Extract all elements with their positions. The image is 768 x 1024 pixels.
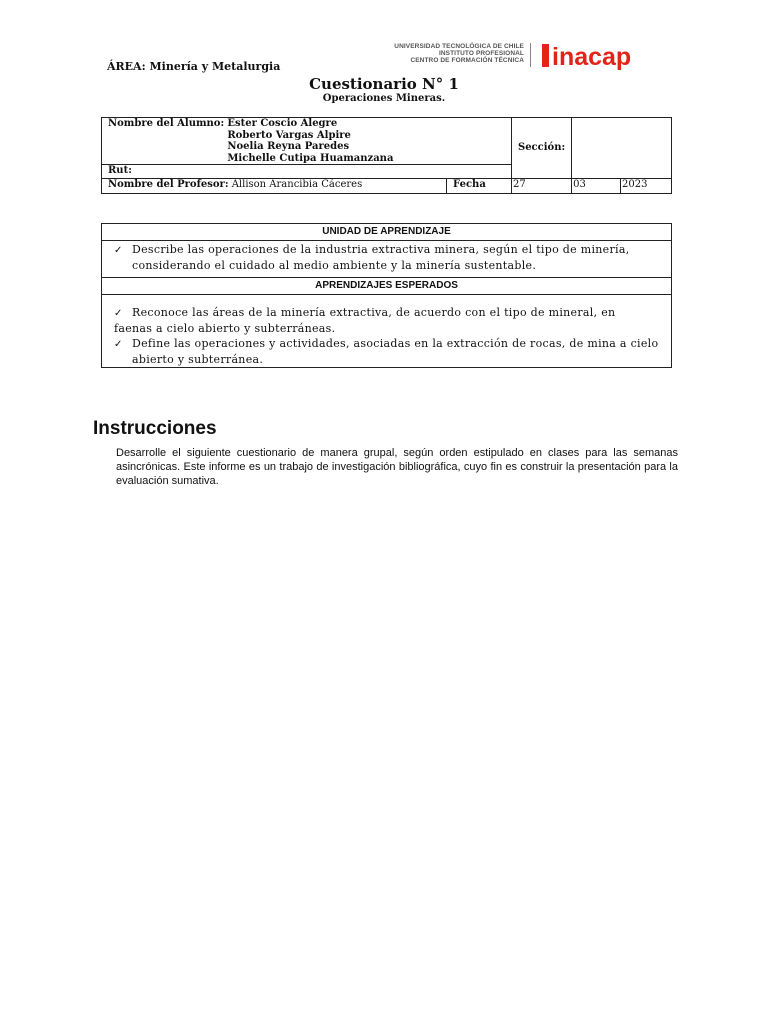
aprendizajes-list [102,295,672,368]
profesor-label: Nombre del Profesor: [108,179,229,190]
logo-divider [530,43,531,67]
aprendizaje-item [114,305,671,321]
student-info-table [101,117,672,194]
fecha-dia: 27 [511,179,571,194]
aprendizaje-item [114,336,671,367]
learning-table [101,223,672,368]
checkmark-icon: ✓ [114,308,123,319]
unidad-item-text: Describe las operaciones de la industria extractiva minera, según el tipo de minería, considerando el cuidado al medio ambiente y la minería sustentable. [132,243,630,272]
logo-mark [542,44,549,67]
aprendizaje-item-text: Define las operaciones y actividades, asociadas en la extracción de rocas, de mina a cielo abierto y subterránea. [132,337,659,366]
fecha-anio: 2023 [621,179,672,194]
alumno-name: Roberto Vargas Alpire [227,129,351,141]
aprendizaje-item-continuation: faenas a cielo abierto y subterráneas. [114,322,336,335]
page-subtitle: Operaciones Mineras. [322,93,446,104]
institution-line: CENTRO DE FORMACIÓN TÉCNICA [410,57,524,64]
fecha-label: Fecha [447,179,512,194]
institution-line: INSTITUTO PROFESIONAL [438,50,524,57]
aprendizajes-header: APRENDIZAJES ESPERADOS [102,278,672,295]
alumno-list [227,118,393,164]
page-title: Cuestionario N° 1 [309,75,459,93]
alumno-name: Michelle Cutipa Huamanzana [227,152,394,164]
logo-wordmark: inacap [552,43,632,70]
profesor-cell [102,179,447,194]
unidad-item [102,241,672,278]
unidad-header: UNIDAD DE APRENDIZAJE [102,224,672,241]
seccion-label: Sección: [511,118,571,179]
checkmark-icon: ✓ [114,245,123,256]
aprendizaje-item-text: Reconoce las áreas de la minería extractiva, de acuerdo con el tipo de mineral, en [132,306,616,319]
alumno-name: Noelia Reyna Paredes [227,141,350,152]
seccion-value [572,118,672,179]
fecha-mes: 03 [572,179,621,194]
institution-text [392,43,524,64]
alumno-cell [102,118,512,165]
area-label: ÁREA: Minería y Metalurgia [107,60,281,73]
checkmark-icon: ✓ [114,339,123,350]
inacap-logo [542,42,660,70]
alumno-label: Nombre del Alumno: [108,118,225,129]
instructions-text: Desarrolle el siguiente cuestionario de manera grupal, según orden estipulado en clases para las semanas asincrónicas. Este informe es un trabajo de investigación bibliográfica, cuyo fin es construir la presentación para la evaluación sumativa. [116,447,678,487]
profesor-name: Allison Arancibia Cáceres [231,179,363,190]
institution-line: UNIVERSIDAD TECNOLÓGICA DE CHILE [394,43,524,50]
instructions-heading: Instrucciones [93,418,217,439]
rut-label: Rut: [102,165,512,179]
alumno-name: Ester Coscio Alegre [227,118,338,129]
